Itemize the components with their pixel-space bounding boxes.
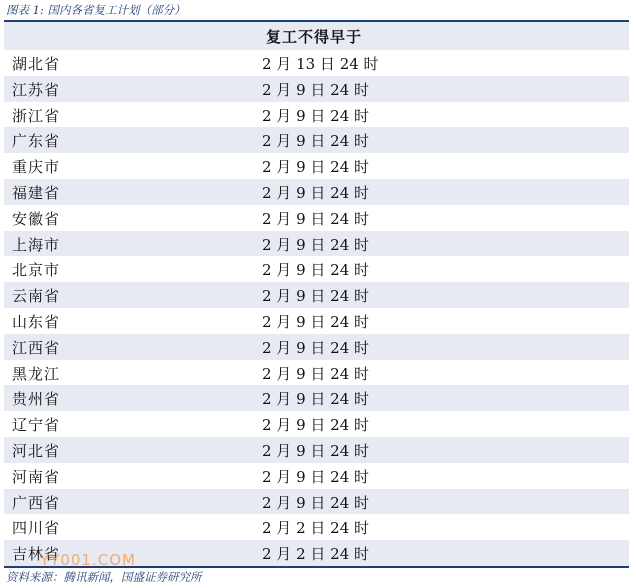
province-cell: 浙江省 [12, 106, 61, 125]
province-cell: 黑龙江 [12, 364, 61, 383]
date-cell: 2 月 9 日 24 时 [262, 132, 370, 151]
table-row [4, 463, 629, 489]
date-cell: 2 月 2 日 24 时 [262, 545, 370, 564]
province-cell: 云南省 [12, 287, 61, 306]
province-cell: 山东省 [12, 312, 61, 331]
table-row [4, 102, 629, 128]
province-cell: 福建省 [12, 183, 61, 202]
province-cell: 广东省 [12, 132, 61, 151]
table-row [4, 231, 629, 257]
table-row [4, 437, 629, 463]
province-cell: 河北省 [12, 441, 61, 460]
table-row [4, 205, 629, 231]
date-cell: 2 月 9 日 24 时 [262, 209, 370, 228]
date-cell: 2 月 9 日 24 时 [262, 467, 370, 486]
date-cell: 2 月 9 日 24 时 [262, 261, 370, 280]
date-cell: 2 月 9 日 24 时 [262, 390, 370, 409]
table-row [4, 489, 629, 515]
watermark: YY001.COM [40, 551, 136, 569]
date-cell: 2 月 9 日 24 时 [262, 235, 370, 254]
table-row [4, 179, 629, 205]
province-cell: 贵州省 [12, 390, 61, 409]
table-row [4, 411, 629, 437]
province-cell: 广西省 [12, 493, 61, 512]
province-cell: 辽宁省 [12, 416, 61, 435]
province-cell: 重庆市 [12, 158, 61, 177]
province-cell: 北京市 [12, 261, 61, 280]
table-row [4, 153, 629, 179]
date-cell: 2 月 9 日 24 时 [262, 493, 370, 512]
province-cell: 湖北省 [12, 55, 61, 73]
table-row [4, 514, 629, 540]
table-row [4, 256, 629, 282]
source-note: 资料来源：腾讯新闻，国盛证券研究所 [6, 570, 202, 584]
table-row [4, 50, 629, 76]
date-cell: 2 月 9 日 24 时 [262, 441, 370, 460]
table-row [4, 282, 629, 308]
table-row [4, 334, 629, 360]
province-cell: 四川省 [12, 519, 61, 538]
date-cell: 2 月 2 日 24 时 [262, 519, 370, 538]
province-cell: 上海市 [12, 235, 61, 254]
province-cell: 吉林省 [12, 545, 61, 564]
date-cell: 2 月 9 日 24 时 [262, 158, 370, 177]
province-cell: 江西省 [12, 338, 61, 357]
date-column-header: 复工不得早于 [266, 28, 363, 46]
table-row [4, 360, 629, 386]
province-cell: 安徽省 [12, 209, 61, 228]
table-row [4, 76, 629, 102]
province-cell: 河南省 [12, 467, 61, 486]
date-cell: 2 月 9 日 24 时 [262, 106, 370, 125]
table-header [4, 22, 629, 50]
date-cell: 2 月 9 日 24 时 [262, 416, 370, 435]
table-row [4, 308, 629, 334]
date-cell: 2 月 9 日 24 时 [262, 312, 370, 331]
date-cell: 2 月 9 日 24 时 [262, 364, 370, 383]
date-cell: 2 月 9 日 24 时 [262, 338, 370, 357]
table-row [4, 127, 629, 153]
figure-caption: 图表 1: 国内各省复工计划（部分） [6, 3, 186, 17]
date-cell: 2 月 9 日 24 时 [262, 80, 370, 99]
date-cell: 2 月 9 日 24 时 [262, 287, 370, 306]
table-row [4, 385, 629, 411]
table-body [4, 50, 629, 566]
province-cell: 江苏省 [12, 80, 61, 99]
date-cell: 2 月 9 日 24 时 [262, 183, 370, 202]
date-cell: 2 月 13 日 24 时 [262, 55, 379, 73]
